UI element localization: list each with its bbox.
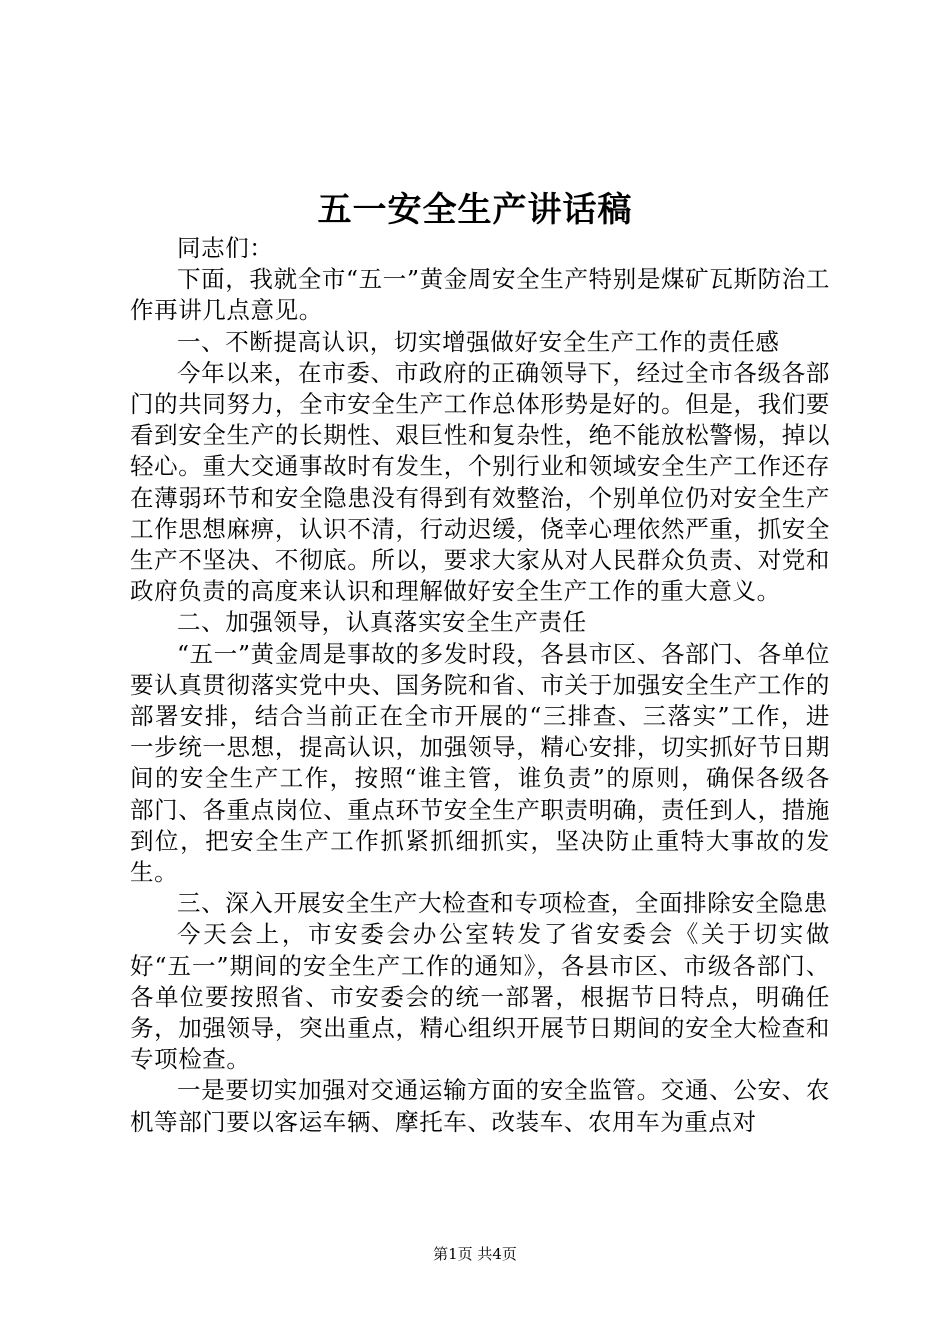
section-3-item-1-paragraph: 一是要切实加强对交通运输方面的安全监管。交通、公安、农机等部门要以客运车辆、摩托车、改装车、农用车为重点对	[130, 1076, 830, 1136]
document-title: 五一安全生产讲话稿	[317, 190, 633, 230]
section-heading-2: 二、加强领导，认真落实安全生产责任	[177, 608, 587, 637]
document-body	[130, 233, 830, 1138]
section-3-paragraph: 今天会上，市安委会办公室转发了省安委会《关于切实做好“五一”期间的安全生产工作的通知》，各县市区、市级各部门、各单位要按照省、市安委会的统一部署，根据节日特点，明确任务，加强领导，突出重点，精心组织开展节日期间的安全大检查和专项检查。	[130, 920, 830, 1074]
salutation: 同志们：	[177, 234, 274, 262]
intro-paragraph: 下面，我就全市“五一”黄金周安全生产特别是煤矿瓦斯防治工作再讲几点意见。	[130, 265, 830, 325]
section-1-paragraph: 今年以来，在市委、市政府的正确领导下，经过全市各级各部门的共同努力，全市安全生产工作总体形势是好的。但是，我们要看到安全生产的长期性、艰巨性和复杂性，绝不能放松警惕，掉以轻心。重大交通事故时有发生，个别行业和领域安全生产工作还存在薄弱环节和安全隐患没有得到有效整治，个别单位仍对安全生产工作思想麻痹，认识不清，行动迟缓，侥幸心理依然严重，抓安全生产不坚决、不彻底。所以，要求大家从对人民群众负责、对党和政府负责的高度来认识和理解做好安全生产工作的重大意义。	[130, 358, 830, 606]
section-heading-3: 三、深入开展安全生产大检查和专项检查，全面排除安全隐患	[177, 889, 828, 918]
page-footer: 第1页 共4页	[433, 1245, 517, 1263]
section-heading-1: 一、不断提高认识，切实增强做好安全生产工作的责任感	[177, 327, 780, 356]
section-2-paragraph: “五一”黄金周是事故的多发时段，各县市区、各部门、各单位要认真贯彻落实党中央、国务院和省、市关于加强安全生产工作的部署安排，结合当前正在全市开展的“三排查、三落实”工作，进一步统一思想，提高认识，加强领导，精心安排，切实抓好节日期间的安全生产工作，按照“谁主管，谁负责”的原则，确保各级各部门、各重点岗位、重点环节安全生产职责明确，责任到人，措施到位，把安全生产工作抓紧抓细抓实，坚决防止重特大事故的发生。	[130, 639, 830, 887]
